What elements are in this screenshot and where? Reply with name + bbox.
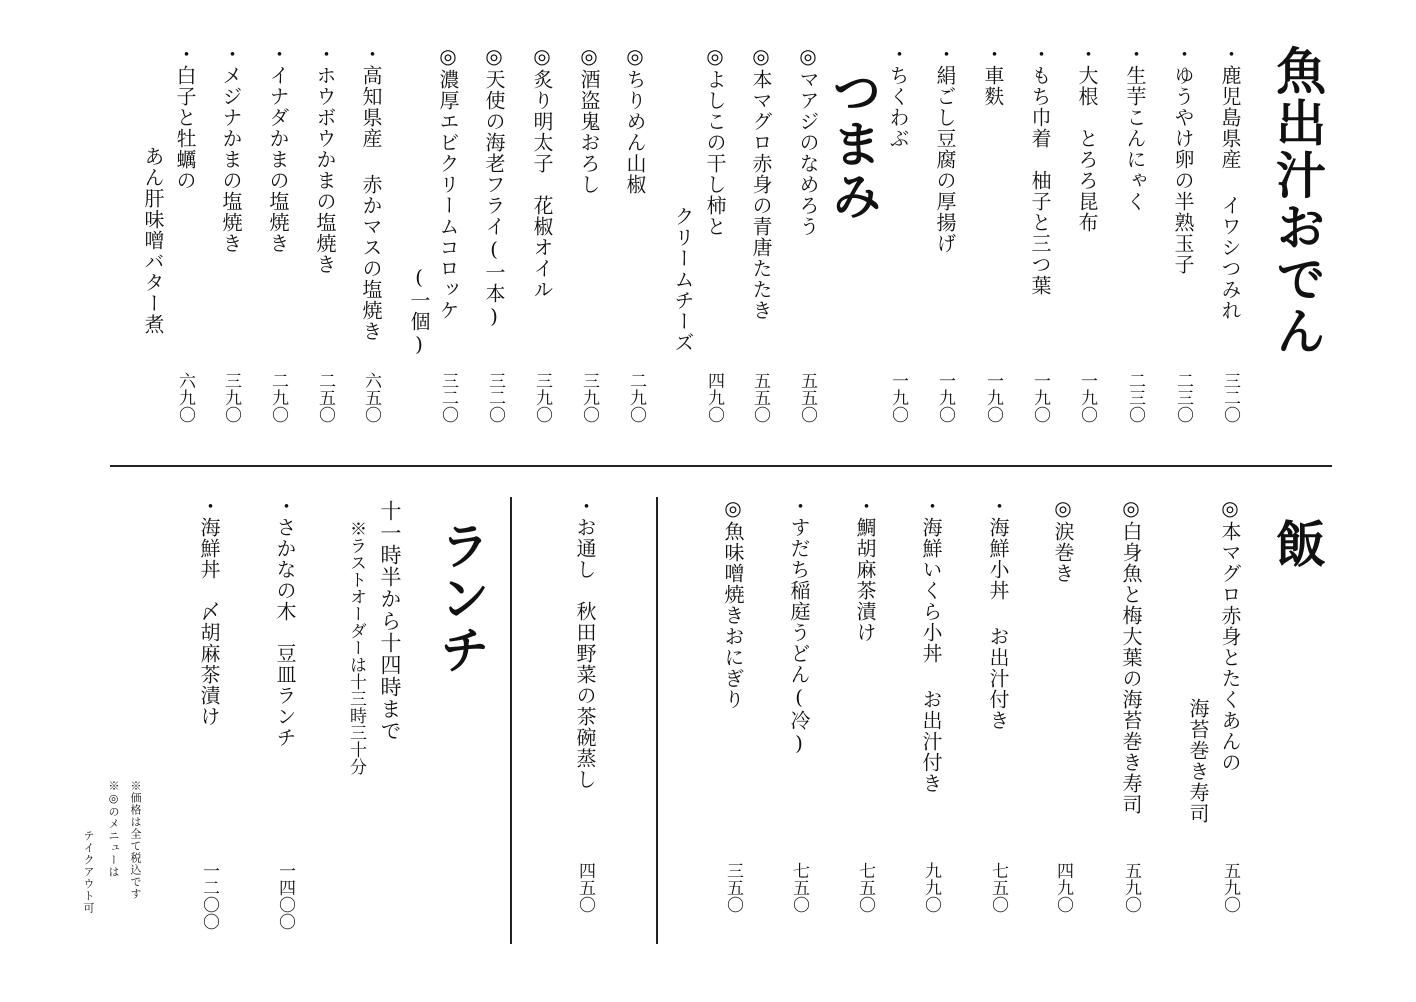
tsumami-price-12: 三九〇	[221, 372, 241, 423]
tsumami-item-1: ◎マアジのなめろう	[796, 44, 820, 237]
otoshi-item: ・お通し 秋田野菜の茶碗蒸し	[573, 496, 597, 790]
tsumami-item-8: ◎濃厚エビクリームコロッケ	[436, 44, 460, 321]
oden-item-5: ・もち巾着 柚子と三つ葉	[1028, 44, 1052, 296]
meshi-price-4: 七五〇	[988, 862, 1008, 913]
meshi-item-1-line2: 海苔巻き寿司	[1186, 698, 1210, 824]
tsumami-item-13-line2: あん肝味噌バター煮	[141, 146, 165, 335]
oden-price-8: 一九〇	[888, 372, 908, 423]
lunch-item-2: ・海鮮丼 〆胡麻茶漬け	[197, 496, 221, 727]
oden-item-8: ・ちくわぶ	[886, 44, 910, 149]
meshi-price-8: 三五〇	[723, 862, 743, 913]
tsumami-price-6: 三九〇	[532, 372, 552, 423]
oden-title: 魚出汁おでん	[1268, 45, 1327, 357]
tsumami-item-12: ・メジナかまの塩焼き	[219, 44, 243, 254]
oden-price-2: 二三〇	[1173, 372, 1193, 423]
tsumami-price-3: 四九〇	[704, 372, 724, 423]
section-divider	[110, 465, 1332, 467]
oden-item-1: ・鹿児島県産 イワシつみれ	[1218, 44, 1242, 321]
tsumami-price-2: 五五〇	[750, 372, 770, 423]
footnote-prices: ※価格は全て税込です	[129, 780, 142, 900]
tsumami-item-2: ◎本マグロ赤身の青唐たたき	[749, 44, 773, 321]
tsumami-item-6: ◎炙り明太子 花椒オイル	[530, 44, 554, 300]
meshi-price-1: 五九〇	[1220, 862, 1240, 913]
oden-item-6: ・車麩	[981, 44, 1005, 107]
tsumami-price-8: 三二〇	[438, 372, 458, 423]
meshi-item-5: ・海鮮いくら小丼 お出汁付き	[919, 496, 943, 794]
meshi-item-4: ・海鮮小丼 お出汁付き	[986, 496, 1010, 731]
oden-price-6: 一九〇	[983, 372, 1003, 423]
meshi-item-3: ◎涙巻き	[1051, 496, 1075, 584]
oden-item-7: ・絹ごし豆腐の厚揚げ	[933, 44, 957, 254]
meshi-item-2: ◎白身魚と梅大葉の海苔巻き寿司	[1119, 496, 1143, 815]
meshi-price-2: 五九〇	[1121, 862, 1141, 913]
meshi-item-1: ◎本マグロ赤身とたくあんの	[1218, 496, 1242, 773]
tsumami-price-1: 五五〇	[797, 372, 817, 423]
meshi-title: 飯	[1268, 518, 1327, 570]
meshi-item-8: ◎魚味噌焼きおにぎり	[721, 496, 745, 710]
meshi-item-6: ・鯛胡麻茶漬け	[853, 496, 877, 643]
tsumami-price-10: 二五〇	[315, 372, 335, 423]
oden-price-3: 二三〇	[1125, 372, 1145, 423]
tsumami-item-7: ◎天使の海老フライ(一本)	[482, 44, 506, 329]
tsumami-price-7: 三二〇	[485, 372, 505, 423]
meshi-price-7: 七五〇	[789, 862, 809, 913]
oden-item-2: ・ゆうやけ卵の半熟玉子	[1171, 44, 1195, 275]
footnote-takeout: テイクアウト可	[82, 830, 95, 914]
tsumami-item-3-line2: クリームチーズ	[671, 206, 695, 353]
tsumami-price-9: 六五〇	[361, 372, 381, 423]
oden-item-4: ・大根 とろろ昆布	[1075, 44, 1099, 233]
lunch-time: 十一時半から十四時まで	[378, 500, 402, 742]
vertical-divider-1	[656, 497, 658, 944]
oden-price-7: 一九〇	[935, 372, 955, 423]
lunch-price-2: 一二〇〇	[199, 862, 219, 930]
lunch-price-1: 一四〇〇	[275, 862, 295, 930]
oden-price-5: 一九〇	[1030, 372, 1050, 423]
tsumami-price-13: 六九〇	[175, 372, 195, 423]
tsumami-price-11: 二九〇	[268, 372, 288, 423]
lunch-title: ランチ	[432, 520, 491, 676]
oden-item-3: ・生芋こんにゃく	[1123, 44, 1147, 212]
oden-price-4: 一九〇	[1077, 372, 1097, 423]
lunch-item-1: ・さかなの木 豆皿ランチ	[273, 496, 297, 748]
tsumami-item-8-line2: (一個)	[407, 265, 431, 357]
tsumami-item-5: ◎酒盗鬼おろし	[577, 44, 601, 195]
tsumami-item-10: ・ホウボウかまの塩焼き	[313, 44, 337, 275]
tsumami-title: つまみ	[824, 66, 883, 222]
meshi-price-3: 四九〇	[1053, 862, 1073, 913]
tsumami-item-13: ・白子と牡蠣の	[173, 44, 197, 191]
vertical-divider-2	[510, 497, 512, 944]
meshi-price-6: 七五〇	[855, 862, 875, 913]
tsumami-item-11: ・イナダかまの塩焼き	[266, 44, 290, 254]
tsumami-item-3: ◎よしこの干し柿と	[703, 44, 727, 237]
lunch-note: ※ラストオーダーは十三時三十分	[346, 520, 366, 775]
oden-price-1: 三二〇	[1220, 372, 1240, 423]
meshi-price-5: 九九〇	[921, 862, 941, 913]
tsumami-item-9: ・高知県産 赤かマスの塩焼き	[359, 44, 383, 342]
tsumami-price-4: 二九〇	[626, 372, 646, 423]
otoshi-price: 四五〇	[575, 862, 595, 913]
meshi-item-7: ・すだち稲庭うどん(冷)	[787, 496, 811, 756]
footnote-symbol: ※◎のメニューは	[107, 780, 120, 878]
tsumami-price-5: 三九〇	[579, 372, 599, 423]
tsumami-item-4: ◎ちりめん山椒	[623, 44, 647, 195]
